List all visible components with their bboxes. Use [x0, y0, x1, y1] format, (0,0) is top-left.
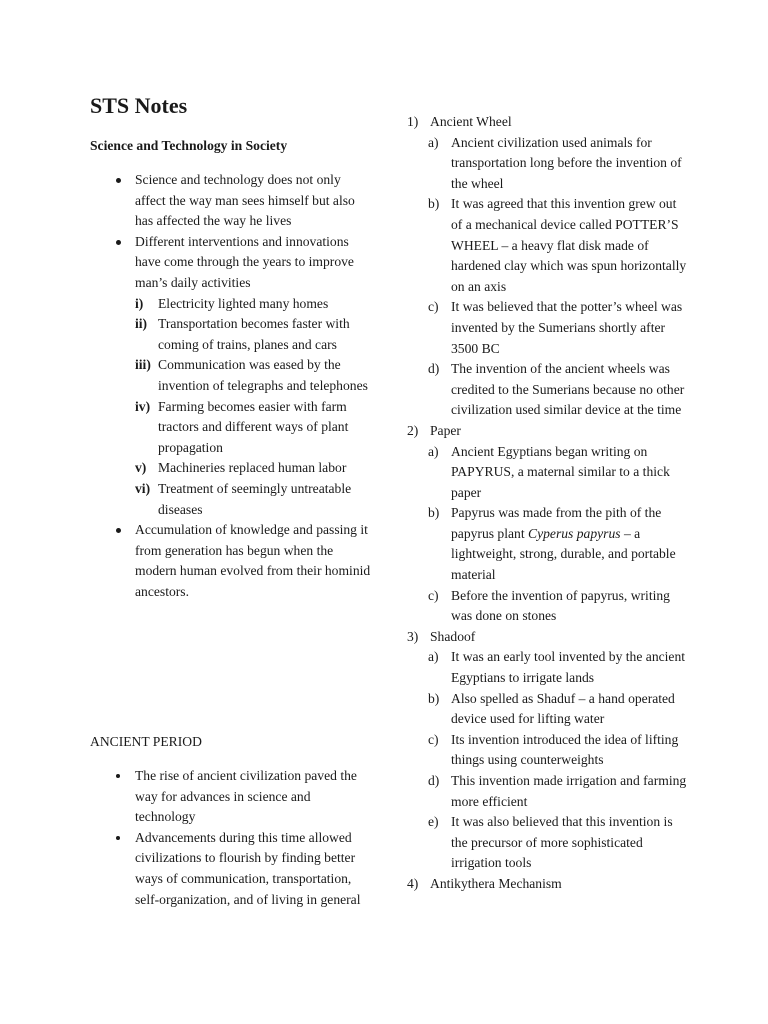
sub-item: d) The invention of the ancient wheels was credited to the Sumerians because no other civilization used similar device at the time: [428, 361, 685, 418]
sub-item: c) Before the invention of papyrus, writing was done on stones: [428, 587, 670, 624]
bullet-item: Science and technology does not only affect the way man sees himself but also has affected the way he lives: [90, 170, 372, 232]
page-title: STS Notes: [90, 93, 188, 118]
sub-item: b) Also spelled as Shaduf – a hand operated device used for lifting water: [428, 690, 675, 727]
bullet-icon: [116, 774, 120, 778]
sub-item: e) It was also believed that this invention is the precursor of more sophisticated irrigation tools: [428, 814, 673, 871]
invention-item-shadoof: 3) Shadoof: [407, 628, 476, 644]
roman-item: iv) Farming becomes easier with farm tractors and different ways of plant propagation: [135, 398, 349, 455]
invention-item-antikythera: 4) Antikythera Mechanism: [407, 875, 562, 891]
roman-item: ii) Transportation becomes faster with coming of trains, planes and cars: [135, 316, 350, 352]
sub-item: a) Ancient civilization used animals for transportation long before the invention of the wheel: [428, 134, 682, 191]
inventions-list: [407, 112, 689, 895]
bullet-item: Advancements during this time allowed civilizations to flourish by finding better ways of communication, transportation, self-organization, and of living in general: [90, 828, 372, 910]
bullet-icon: [116, 178, 121, 183]
roman-item: iii) Communication was eased by the invention of telegraphs and telephones: [135, 357, 368, 393]
roman-item: v) Machineries replaced human labor: [135, 460, 347, 476]
ancient-period-heading: ANCIENT PERIOD: [90, 734, 202, 749]
ancient-bullet-list: [90, 766, 372, 910]
bullet-icon: [116, 836, 120, 840]
bullet-icon: [116, 528, 121, 533]
bullet-item: The rise of ancient civilization paved the way for advances in science and technology: [90, 766, 372, 828]
sub-item: c) It was believed that the potter’s wheel was invented by the Sumerians shortly after 3500 BC: [428, 299, 683, 356]
sub-item: b) Papyrus was made from the pith of the papyrus plant Cyperus papyrus – a lightweight, strong, durable, and portable material: [428, 505, 676, 583]
scientific-name: Cyperus papyrus: [528, 525, 621, 541]
sub-item: d) This invention made irrigation and farming more efficient: [428, 773, 687, 809]
bullet-item: Different interventions and innovations have come through the years to improve man’s daily activities: [90, 232, 372, 294]
sub-item: a) Ancient Egyptians began writing on PAPYRUS, a maternal similar to a thick paper: [428, 443, 670, 500]
sub-item: c) Its invention introduced the idea of lifting things using counterweights: [428, 731, 679, 768]
invention-item-paper: 2) Paper: [407, 422, 461, 438]
sub-item: a) It was an early tool invented by the ancient Egyptians to irrigate lands: [428, 649, 686, 686]
invention-item-ancient-wheel: 1) Ancient Wheel: [407, 114, 512, 129]
sub-item: b) It was agreed that this invention grew out of a mechanical device called POTTER’S WHEEL – a heavy flat disk made of hardened clay which was spun horizontally on an axis: [428, 196, 687, 294]
bullet-icon: [116, 240, 121, 245]
section-subtitle: Science and Technology in Society: [90, 138, 288, 153]
intro-bullet-list: [90, 170, 372, 602]
roman-item: vi) Treatment of seemingly untreatable diseases: [135, 480, 352, 517]
bullet-item: Accumulation of knowledge and passing it from generation has begun when the modern human evolved from their hominid ancestors.: [90, 520, 372, 602]
roman-item: i) Electricity lighted many homes: [135, 295, 329, 311]
